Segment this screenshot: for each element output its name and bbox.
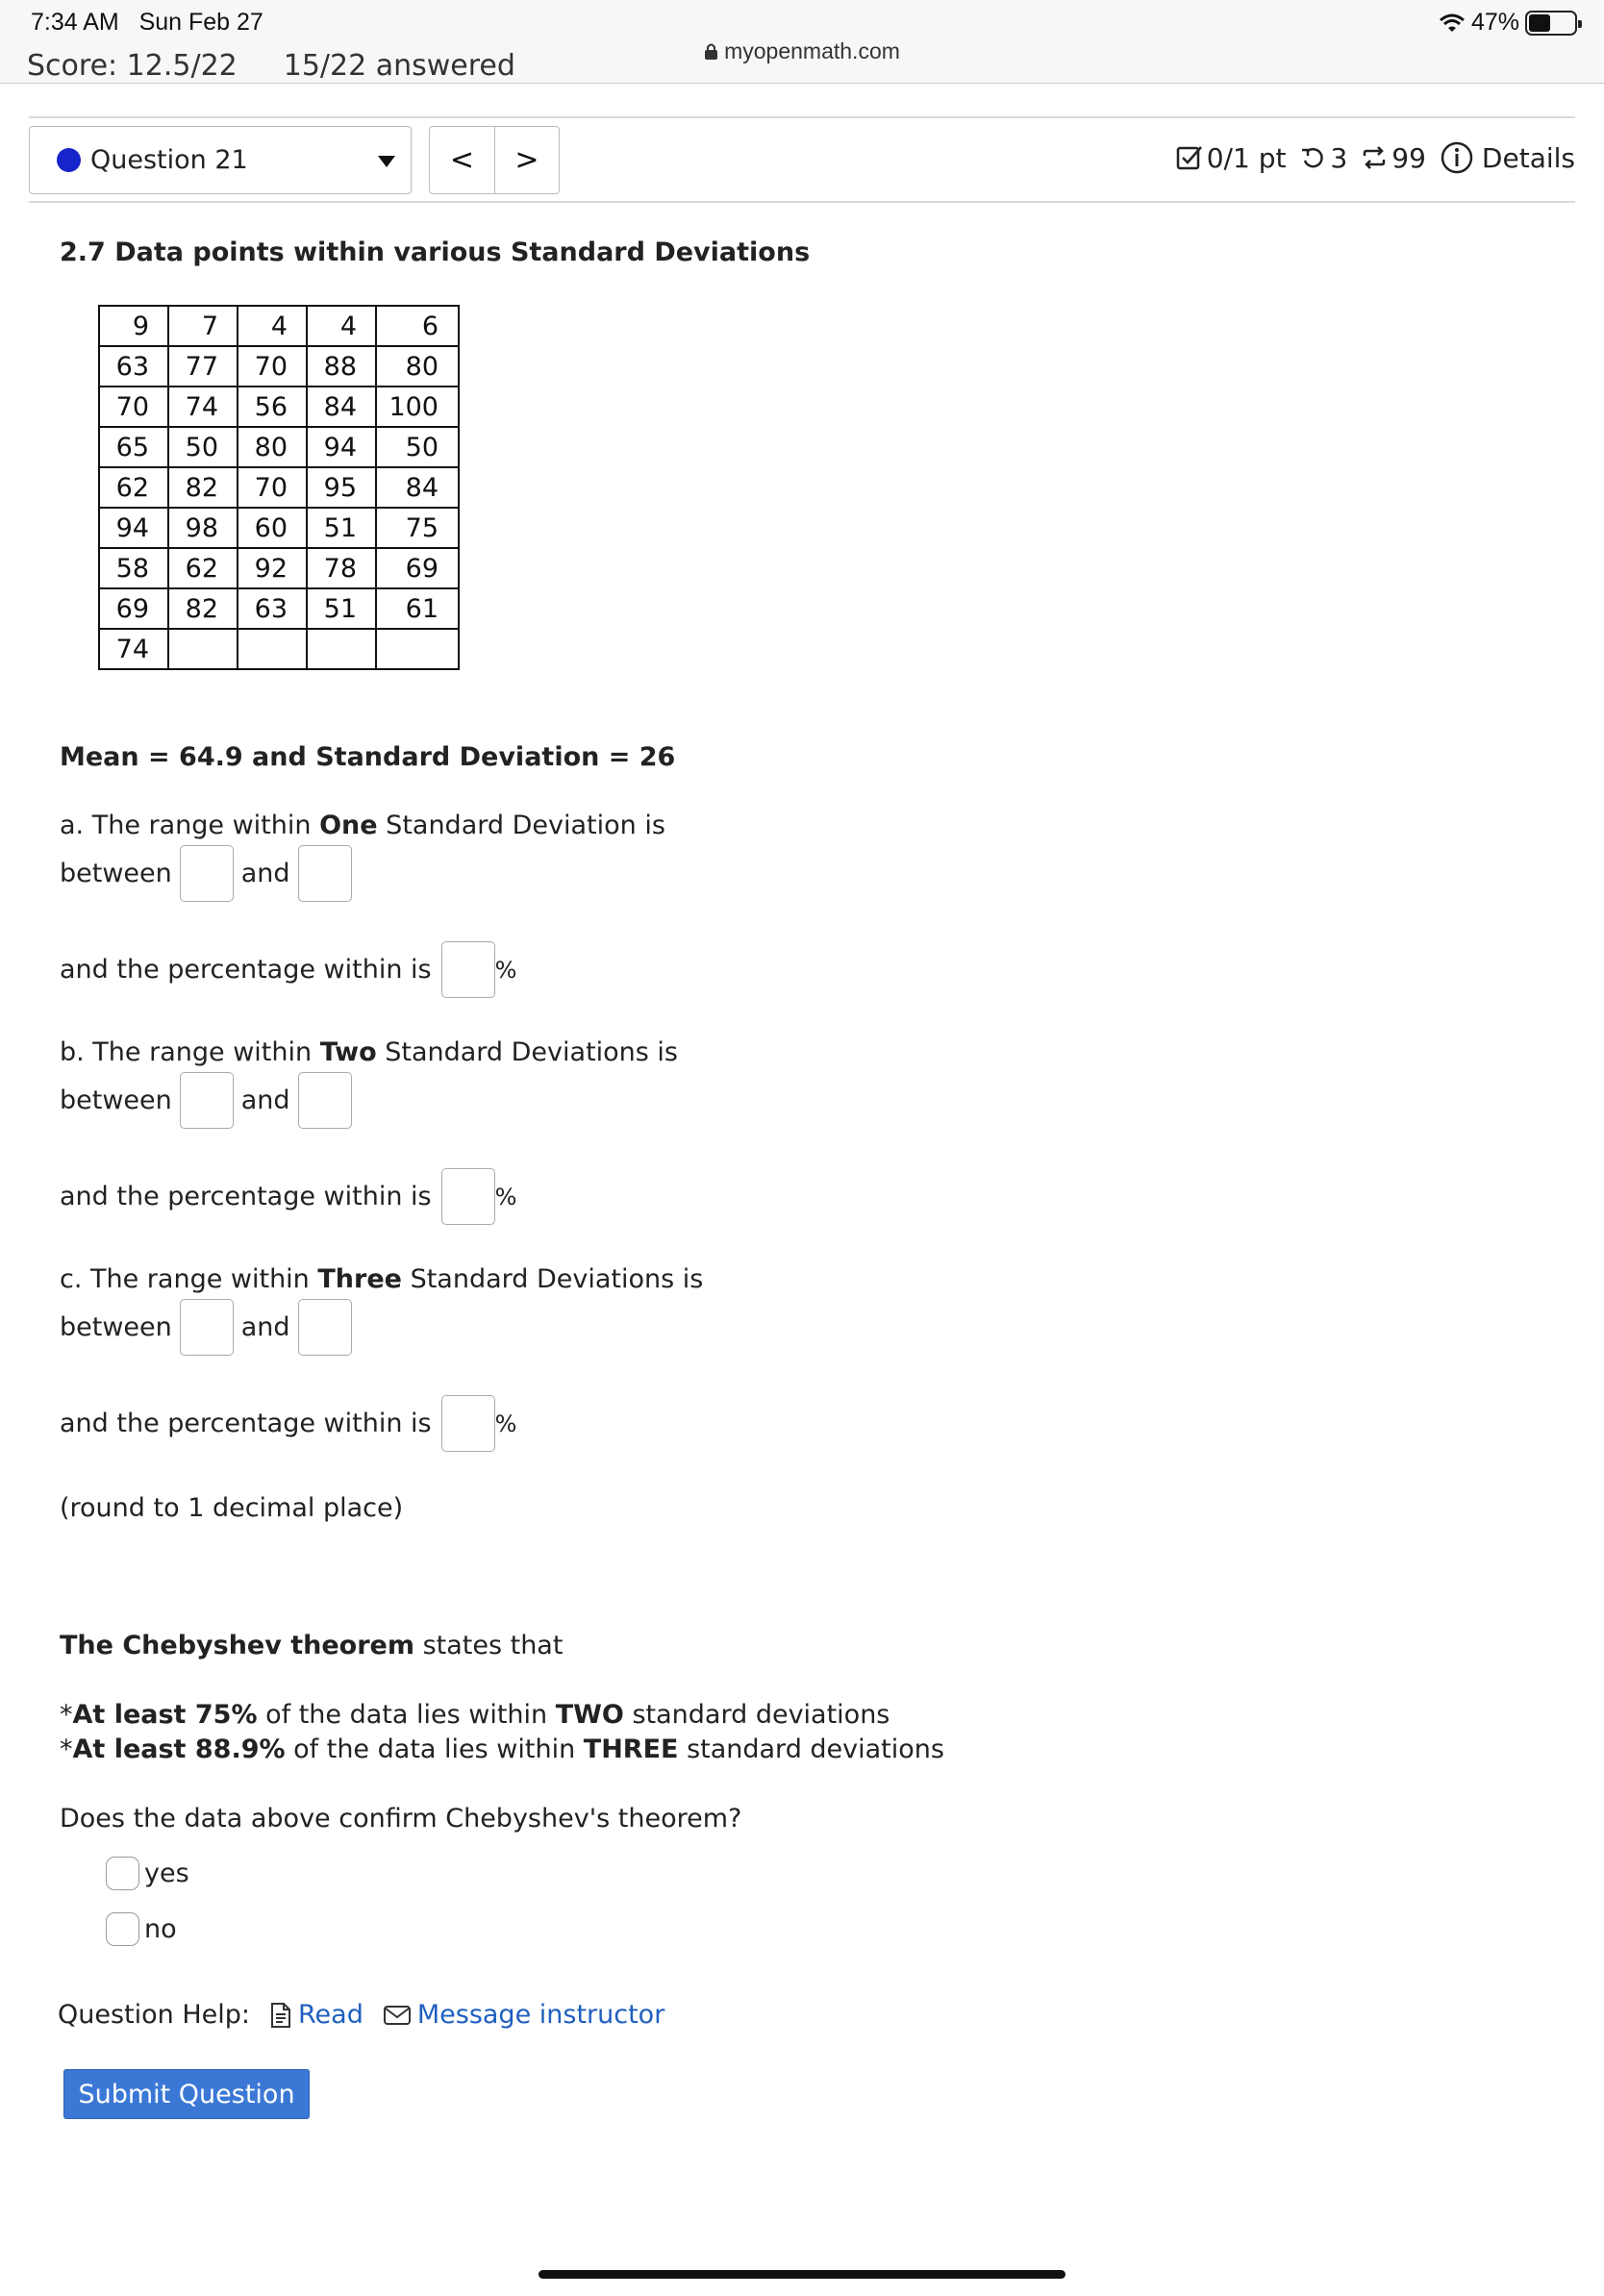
table-cell: 50 xyxy=(168,427,238,467)
caret-down-icon xyxy=(378,156,395,167)
table-cell: 63 xyxy=(99,346,168,387)
table-cell: 82 xyxy=(168,588,238,629)
table-cell: 50 xyxy=(376,427,459,467)
table-cell xyxy=(168,629,238,669)
table-row xyxy=(99,548,459,588)
part-c-upper-input[interactable] xyxy=(298,1299,352,1356)
divider-top xyxy=(29,116,1575,118)
status-indicators xyxy=(1439,9,1577,37)
toolbar-divider xyxy=(0,83,1604,84)
table-cell: 77 xyxy=(168,346,238,387)
message-instructor-link[interactable]: Message instructor xyxy=(383,2000,664,2030)
table-cell: 4 xyxy=(307,306,376,346)
table-cell: 80 xyxy=(376,346,459,387)
part-c-text: c. The range within Three Standard Deviations is xyxy=(60,1264,704,1294)
table-cell xyxy=(238,629,307,669)
rounding-note: (round to 1 decimal place) xyxy=(60,1493,404,1523)
table-cell: 51 xyxy=(307,588,376,629)
part-b-percent-input[interactable] xyxy=(441,1168,495,1225)
part-c-range-row: between and xyxy=(60,1299,352,1356)
option-no[interactable]: no xyxy=(106,1912,177,1946)
table-cell: 65 xyxy=(99,427,168,467)
part-c-lower-input[interactable] xyxy=(180,1299,234,1356)
table-cell: 75 xyxy=(376,508,459,548)
retry-icon xyxy=(1299,144,1326,171)
status-time xyxy=(31,9,263,37)
table-cell: 84 xyxy=(307,387,376,427)
score-text: Score: 12.5/22 xyxy=(27,49,238,83)
table-cell: 7 xyxy=(168,306,238,346)
table-row xyxy=(99,508,459,548)
part-a-percent-input[interactable] xyxy=(441,941,495,998)
partial-score-header xyxy=(27,49,562,83)
table-cell: 92 xyxy=(238,548,307,588)
question-help xyxy=(58,2000,664,2030)
chebyshev-line-three: *At least 88.9% of the data lies within THREE standard deviations xyxy=(60,1734,944,1764)
table-cell: 70 xyxy=(238,346,307,387)
document-icon xyxy=(269,2002,292,2029)
table-cell: 94 xyxy=(307,427,376,467)
table-cell xyxy=(307,629,376,669)
part-a-upper-input[interactable] xyxy=(298,845,352,902)
part-b-text: b. The range within Two Standard Deviations is xyxy=(60,1037,679,1067)
attempts-indicator: 99 xyxy=(1361,142,1426,174)
table-row xyxy=(99,346,459,387)
prev-question-button[interactable]: < xyxy=(449,143,475,177)
table-row xyxy=(99,387,459,427)
table-cell: 69 xyxy=(376,548,459,588)
yes-checkbox[interactable] xyxy=(106,1857,139,1890)
chebyshev-line-two: *At least 75% of the data lies within TWO standard deviations xyxy=(60,1700,890,1730)
part-a-lower-input[interactable] xyxy=(180,845,234,902)
checkbox-icon xyxy=(1176,144,1203,171)
option-yes[interactable]: yes xyxy=(106,1857,189,1890)
table-row xyxy=(99,427,459,467)
mail-icon xyxy=(383,2004,412,2027)
retries-indicator: 3 xyxy=(1299,142,1347,174)
table-cell: 74 xyxy=(168,387,238,427)
lock-icon xyxy=(704,42,718,61)
part-b-lower-input[interactable] xyxy=(180,1072,234,1129)
table-row xyxy=(99,588,459,629)
mean-sd-summary: Mean = 64.9 and Standard Deviation = 26 xyxy=(60,742,676,772)
info-icon xyxy=(1440,140,1474,175)
table-cell: 58 xyxy=(99,548,168,588)
table-cell xyxy=(376,629,459,669)
table-cell: 88 xyxy=(307,346,376,387)
table-cell: 4 xyxy=(238,306,307,346)
table-cell: 63 xyxy=(238,588,307,629)
battery-percent: 47% xyxy=(1470,9,1519,36)
table-cell: 78 xyxy=(307,548,376,588)
battery-icon xyxy=(1525,11,1577,36)
table-cell: 56 xyxy=(238,387,307,427)
table-cell: 82 xyxy=(168,467,238,508)
table-cell: 84 xyxy=(376,467,459,508)
part-a-percent-row: and the percentage within is % xyxy=(60,941,516,998)
confirm-question: Does the data above confirm Chebyshev's theorem? xyxy=(60,1804,742,1834)
table-cell: 74 xyxy=(99,629,168,669)
question-title: 2.7 Data points within various Standard Deviations xyxy=(60,237,811,267)
help-label: Question Help: xyxy=(58,2000,250,2030)
table-cell: 9 xyxy=(99,306,168,346)
question-meta xyxy=(1163,140,1575,175)
part-c-percent-input[interactable] xyxy=(441,1395,495,1452)
no-checkbox[interactable] xyxy=(106,1912,139,1946)
divider-nav xyxy=(29,201,1575,203)
table-cell: 60 xyxy=(238,508,307,548)
table-cell: 70 xyxy=(99,387,168,427)
table-cell: 98 xyxy=(168,508,238,548)
data-table xyxy=(98,305,460,670)
clock-date: Sun Feb 27 xyxy=(138,9,263,36)
points-indicator: 0/1 pt xyxy=(1176,142,1287,174)
question-status-dot xyxy=(57,148,81,172)
question-select[interactable] xyxy=(29,126,412,194)
table-cell: 100 xyxy=(376,387,459,427)
part-a-range-row: between and xyxy=(60,845,352,902)
question-label: Question 21 xyxy=(90,145,248,175)
clock-time: 7:34 AM xyxy=(31,9,119,36)
question-nav-buttons xyxy=(429,126,560,194)
repeat-icon xyxy=(1361,144,1388,171)
table-cell: 6 xyxy=(376,306,459,346)
details-button[interactable]: Details xyxy=(1440,140,1575,175)
table-cell: 51 xyxy=(307,508,376,548)
table-cell: 62 xyxy=(99,467,168,508)
table-cell: 62 xyxy=(168,548,238,588)
table-row xyxy=(99,306,459,346)
address-bar[interactable] xyxy=(0,38,1604,64)
table-cell: 69 xyxy=(99,588,168,629)
table-cell: 94 xyxy=(99,508,168,548)
part-c-percent-row: and the percentage within is % xyxy=(60,1395,516,1452)
next-question-button[interactable]: > xyxy=(494,127,559,193)
wifi-icon xyxy=(1439,12,1466,34)
submit-button[interactable]: Submit Question xyxy=(63,2069,310,2119)
table-row xyxy=(99,467,459,508)
part-b-upper-input[interactable] xyxy=(298,1072,352,1129)
read-link[interactable]: Read xyxy=(269,2000,363,2030)
chebyshev-intro: The Chebyshev theorem states that xyxy=(60,1631,564,1660)
part-a-text: a. The range within One Standard Deviation is xyxy=(60,811,665,840)
table-cell: 70 xyxy=(238,467,307,508)
table-cell: 61 xyxy=(376,588,459,629)
home-indicator[interactable] xyxy=(539,2270,1065,2279)
table-cell: 95 xyxy=(307,467,376,508)
part-b-percent-row: and the percentage within is % xyxy=(60,1168,516,1225)
part-b-range-row: between and xyxy=(60,1072,352,1129)
table-row xyxy=(99,629,459,669)
answered-text: 15/22 answered xyxy=(283,49,515,83)
table-cell: 80 xyxy=(238,427,307,467)
url-text: myopenmath.com xyxy=(724,38,900,63)
